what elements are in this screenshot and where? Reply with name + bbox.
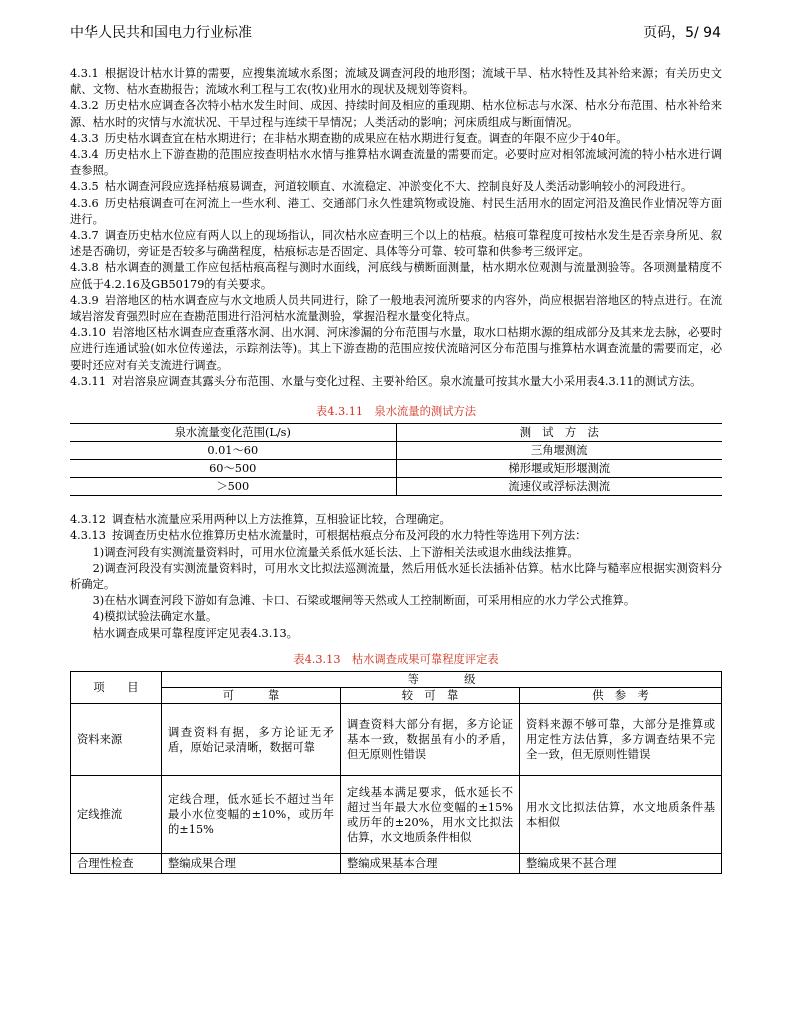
table-cell: 整编成果基本合理: [341, 854, 520, 874]
clause-4-3-9: 4.3.9 岩溶地区的枯水调查应与水文地质人员共同进行，除了一般地表河流所要求的内容外，尚应根据岩溶地区的特点进行。在流域岩溶发育强烈时应在查勘范围进行沿河枯水流量测验，掌握沿程水量变化特点。: [70, 293, 722, 324]
method-1: 1)调查河段有实测流量资料时，可用水位流量关系低水延长法、上下游相关法或退水曲线法推算。: [92, 545, 579, 559]
clause-4-3-5: 4.3.5 枯水调查河段应选择枯痕易调查，河道较顺直、水流稳定、冲淤变化不大、控制良好及人类活动影响较小的河段进行。: [70, 180, 693, 194]
clause-4-3-6: 4.3.6 历史枯痕调查可在河流上一些水利、港工、交通部门永久性建筑物或设施、村民生活用水的固定河沿及渔民作业情况等方面进行。: [70, 196, 722, 226]
table-cell: 资料来源不够可靠，大部分是推算或用定性方法估算，多方调查结果不完全一致，但无原则性错误: [520, 704, 722, 776]
table-row: [71, 776, 722, 854]
grade-header: 供 参 考: [520, 688, 722, 704]
column-header-item: 项 目: [71, 672, 162, 704]
grade-header: 可 靠: [162, 688, 341, 704]
table-cell: 调查资料大部分有据，多方论证基本一致，数据虽有小的矛盾，但无原则性错误: [341, 704, 520, 776]
table-cell: 整编成果不甚合理: [520, 854, 722, 874]
table-cell: ＞500: [70, 478, 396, 496]
table-header-row: [71, 688, 722, 704]
standard-title: 中华人民共和国电力行业标准: [70, 25, 252, 41]
table-row: [71, 704, 722, 776]
clause-4-3-12: 4.3.12 调查枯水流量应采用两种以上方法推算，互相验证比较，合理确定。: [70, 513, 451, 527]
table-cell: 梯形堰或矩形堰测流: [396, 460, 722, 478]
table-row: [70, 460, 722, 478]
table-cell: 流速仪或浮标法测流: [396, 478, 722, 496]
clause-4-3-2: 4.3.2 历史枯水应调查各次特小枯水发生时间、成因、持续时间及相应的重现期、枯水位标志与水深、枯水分布范围、枯水补给来源、枯水时的灾情与水流状况、干旱过程与连续干旱情况；人类活动的影响；河床质组成与断面情况。: [70, 99, 722, 129]
row-label: 合理性检查: [71, 854, 162, 874]
clause-4-3-8: 4.3.8 枯水调查的测量工作应包括枯痕高程与测时水面线，河底线与横断面测量，枯水期水位观测与流量测验等。各项测量精度不应低于4.2.16及GB50179的有关要求。: [70, 261, 722, 291]
table-header-row: [71, 672, 722, 688]
table-cell: 0.01～60: [70, 442, 396, 460]
method-2: 2)调查河段没有实测流量资料时，可用水文比拟法巡测流量，然后用低水延长法插补估算。枯水比降与糙率应根据实测资料分析确定。: [70, 561, 722, 592]
method-3: 3)在枯水调查河段下游如有急滩、卡口、石梁或堰闸等天然或人工控制断面，可采用相应的水力学公式推算。: [92, 594, 636, 608]
clause-4-3-10: 4.3.10 岩溶地区枯水调查应查重落水洞、出水洞、河床渗漏的分布范围与水量，取水口枯期水源的组成部分及其来龙去脉，必要时应进行连通试验(如水位传递法，示踪剂法等)。其上下游查勘的范围应按伏流暗河区分布范围与推算枯水调查流量的需要而定，必要时还应对有关支流进行调查。: [70, 326, 722, 372]
clause-4-3-4: 4.3.4 历史枯水上下游查勘的范围应按查明枯水水情与推算枯水调查流量的需要而定。必要时应对相邻流域河流的特小枯水进行调查参照。: [70, 148, 722, 178]
grade-header: 较 可 靠: [341, 688, 520, 704]
column-header: 测 试 方 法: [396, 424, 722, 442]
table-4-3-13-caption: 表4.3.13 枯水调查成果可靠程度评定表: [293, 652, 499, 666]
table-cell: 定线合理，低水延长不超过当年最小水位变幅的±10%，或历年的±15%: [162, 776, 341, 854]
table-4-3-11-caption: 表4.3.11 泉水流量的测试方法: [315, 405, 477, 419]
method-4: 4)模拟试验法确定水量。: [92, 610, 218, 624]
clause-4-3-3: 4.3.3 历史枯水调查宜在枯水期进行；在非枯水期查勘的成果应在枯水期进行复查。调查的年限不应少于40年。: [70, 131, 628, 145]
table-cell: 整编成果合理: [162, 854, 341, 874]
table-row: [71, 854, 722, 874]
row-label: 资料来源: [71, 704, 162, 776]
table-header-row: [70, 424, 722, 442]
clause-4-3-1: 4.3.1 根据设计枯水计算的需要，应搜集流域水系图；流域及调查河段的地形图；流域干旱、枯水特性及其补给来源；有关历史文献、文物、枯水查勘报告；流域水利工程与工农(牧)业用水的现状及规划等资料。: [70, 67, 722, 97]
table-row: [70, 478, 722, 496]
row-label: 定线推流: [71, 776, 162, 854]
column-header: 泉水流量变化范围(L/s): [70, 424, 396, 442]
table-cell: 60～500: [70, 460, 396, 478]
clause-4-3-7: 4.3.7 调查历史枯水位应有两人以上的现场指认，同次枯水应查明三个以上的枯痕。枯痕可靠程度可按枯水发生是否亲身所见、叙述是否确切，旁证是否较多与确凿程度，枯痕标志是否固定、具体等分可靠、较可靠和供参考三级评定。: [70, 229, 722, 259]
table-cell: 调查资料有据，多方论证无矛盾，原始记录清晰，数据可靠: [162, 704, 341, 776]
spring-flow-table: [70, 423, 722, 496]
document-body: [70, 66, 722, 874]
table-row: [70, 442, 722, 460]
column-header-grade: 等 级: [162, 672, 722, 688]
table-cell: 用水文比拟法估算，水文地质条件基本相似: [520, 776, 722, 854]
table-cell: 定线基本满足要求，低水延长不超过当年最大水位变幅的±15%或历年的±20%，用水文比拟法估算，水文地质条件相似: [341, 776, 520, 854]
page-header: [70, 22, 721, 44]
clause-4-3-11: 4.3.11 对岩溶泉应调查其露头分布范围、水量与变化过程、主要补给区。泉水流量可按其水量大小采用表4.3.11的测试方法。: [70, 374, 702, 388]
page-number: 页码，5/ 94: [643, 25, 721, 41]
reliability-table: [70, 671, 722, 874]
table-cell: 三角堰测流: [396, 442, 722, 460]
closing-note: 枯水调查成果可靠程度评定见表4.3.13。: [92, 626, 298, 640]
clause-4-3-13: 4.3.13 按调查历史枯水位推算历史枯水流量时，可根据枯痕点分布及河段的水力特性等选用下列方法：: [70, 529, 587, 543]
